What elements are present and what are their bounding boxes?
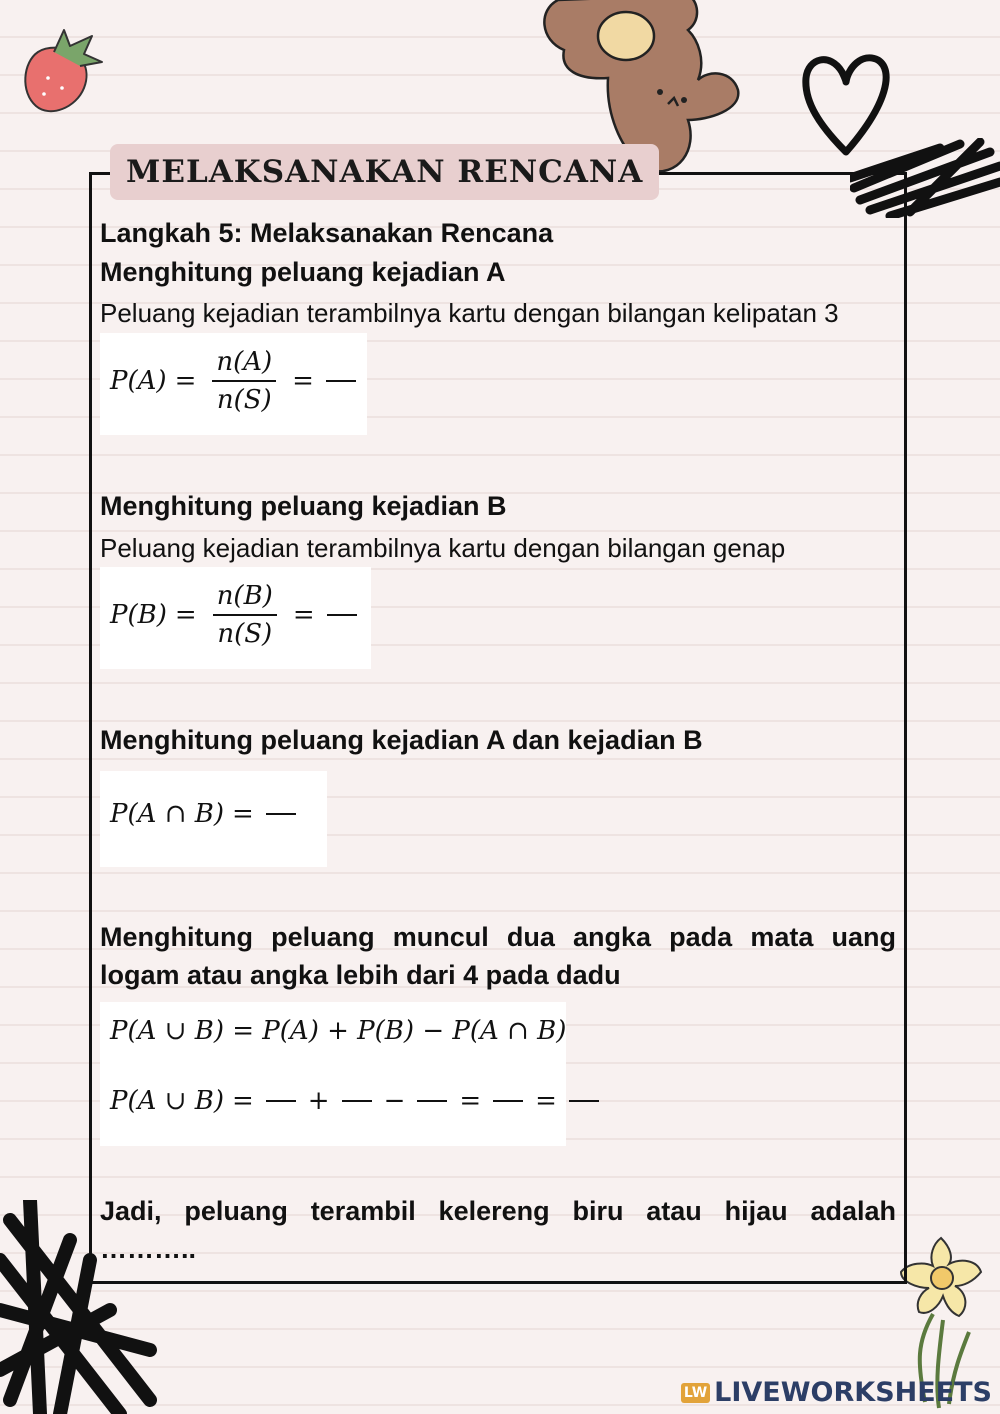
fraction-b-numerator: n(B) [213, 581, 277, 616]
union-formula-1: P(A ∪ B) = P(A) + P(B) − P(A ∩ B) [110, 1016, 567, 1046]
strawberry-icon [18, 22, 108, 114]
section-union-heading-line1: Menghitung peluang muncul dua angka pada mata uang [100, 922, 896, 952]
answer-blank-a[interactable] [326, 380, 356, 382]
plus-sign: + [307, 1086, 330, 1116]
answer-blank-union-2[interactable] [342, 1100, 372, 1102]
formula-box-union [100, 1002, 566, 1146]
section-b-heading: Menghitung peluang kejadian B [100, 491, 507, 521]
answer-blank-union-4[interactable] [493, 1100, 523, 1102]
formula-box-ab [100, 771, 327, 867]
equals-sign: = [535, 1086, 557, 1116]
union-formula-2-lhs: P(A ∪ B) [110, 1086, 224, 1116]
answer-blank-union-3[interactable] [417, 1100, 447, 1102]
formula-box-b [100, 567, 371, 669]
equals-sign: = [231, 1086, 254, 1116]
section-b-description: Peluang kejadian terambilnya kartu dengan bilangan genap [100, 533, 786, 563]
equals-sign: = [292, 600, 315, 630]
formula-a-lhs: P(A) [110, 366, 167, 396]
equals-sign: = [231, 799, 254, 829]
section-union-heading-line2: logam atau angka lebih dari 4 pada dadu [100, 960, 621, 990]
page-title: MELAKSANAKAN RENCANA [110, 144, 659, 200]
conclusion-answer[interactable]: ……….. [100, 1234, 197, 1264]
answer-blank-union-1[interactable] [266, 1100, 296, 1102]
fraction-a-numerator: n(A) [212, 347, 276, 382]
equals-sign: = [292, 366, 314, 396]
fraction-b [213, 581, 277, 649]
section-ab-heading: Menghitung peluang kejadian A dan kejadian B [100, 725, 703, 755]
answer-blank-b[interactable] [327, 614, 357, 616]
liveworksheets-watermark [681, 1377, 992, 1408]
section-a-heading: Menghitung peluang kejadian A [100, 257, 506, 287]
watermark-text: LIVEWORKSHEETS [714, 1377, 992, 1408]
conclusion-line1: Jadi, peluang terambil kelereng biru atau hijau adalah [100, 1196, 896, 1226]
equals-sign: = [174, 366, 197, 396]
fraction-a-denominator: n(S) [216, 385, 272, 415]
liveworksheets-logo-icon: LW [681, 1383, 710, 1403]
formula-b-lhs: P(B) [110, 600, 167, 630]
fraction-b-denominator: n(S) [217, 619, 273, 649]
formula-ab-lhs: P(A ∩ B) [110, 799, 224, 829]
fraction-a [212, 347, 276, 415]
equals-sign: = [174, 600, 197, 630]
formula-box-a [100, 333, 367, 435]
step-title: Langkah 5: Melaksanakan Rencana [100, 218, 554, 248]
answer-blank-union-5[interactable] [569, 1100, 599, 1102]
equals-sign: = [459, 1086, 482, 1116]
minus-sign: − [383, 1086, 406, 1116]
section-a-description: Peluang kejadian terambilnya kartu dengan bilangan kelipatan 3 [100, 298, 839, 328]
answer-blank-ab[interactable] [266, 813, 296, 815]
